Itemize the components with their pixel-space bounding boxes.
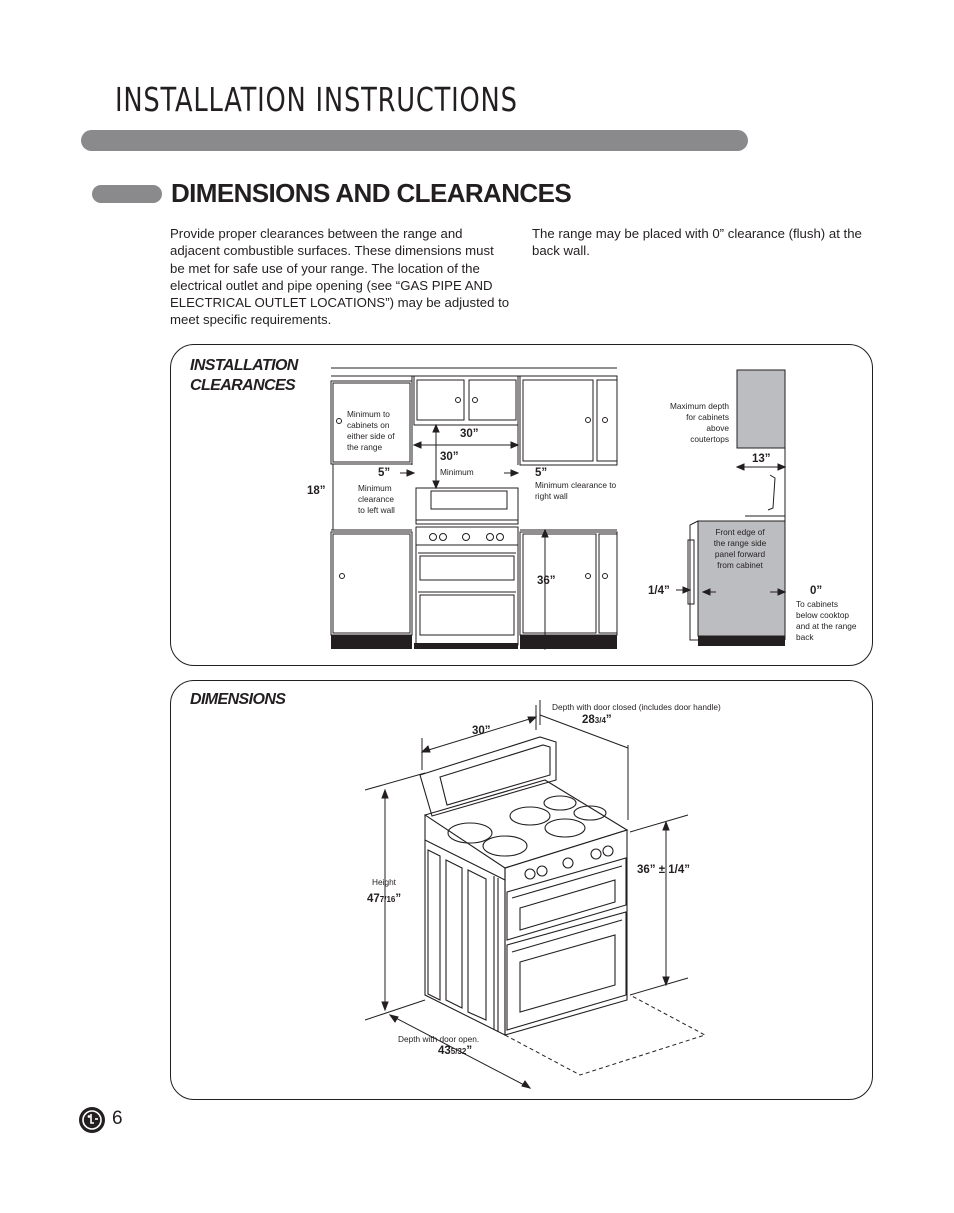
depth-open-label: Depth with door open. xyxy=(398,1034,480,1044)
page-number: 6 xyxy=(112,1108,123,1129)
front-edge-line: from cabinet xyxy=(717,560,763,570)
dim-5-left: 5” xyxy=(378,467,391,479)
depth-open-whole: 43 xyxy=(438,1045,451,1057)
clearances-heading-line2: CLEARANCES xyxy=(190,377,296,394)
depth-open-value xyxy=(438,1045,472,1057)
dim-zero: 0” xyxy=(810,585,823,597)
right-wall-line: right wall xyxy=(535,491,568,501)
dim-36: 36” xyxy=(537,575,556,587)
minimum-label: Minimum xyxy=(440,467,474,477)
height-frac: 7/16 xyxy=(379,895,396,904)
page-header-title: INSTALLATION INSTRUCTIONS xyxy=(115,80,518,119)
clearances-heading-line1: INSTALLATION xyxy=(190,357,298,374)
min-cabinets-line: cabinets on xyxy=(347,420,390,430)
lg-logo-icon xyxy=(79,1107,105,1133)
max-depth-line: coutertops xyxy=(690,434,729,444)
cabinets-below-line: To cabinets xyxy=(796,599,838,609)
cabinets-below-line: and at the range xyxy=(796,621,857,631)
intro-left-paragraph: Provide proper clearances between the range and adjacent combustible surfaces. These dimensions must be met for safe use of your range. The location of the electrical outlet and pipe opening (see “GAS PIPE AND ELECTRICAL OUTLET LOCATIONS”) may be adjusted to meet specific requirements. xyxy=(170,226,510,328)
left-wall-line: clearance xyxy=(358,494,394,504)
cooktop-height-value: 36” ± 1/4” xyxy=(637,864,690,876)
dim-30-minimum: 30” xyxy=(440,451,459,463)
depth-closed-label: Depth with door closed (includes door handle) xyxy=(552,702,721,712)
depth-closed-whole: 28 xyxy=(582,714,595,726)
left-wall-line: to left wall xyxy=(358,505,395,515)
min-cabinets-line: Minimum to xyxy=(347,409,390,419)
intro-right-paragraph: The range may be placed with 0” clearance (flush) at the back wall. xyxy=(532,226,862,259)
max-depth-line: for cabinets xyxy=(686,412,729,422)
front-edge-line: Front edge of xyxy=(715,527,765,537)
dim-quarter-inch: 1/4” xyxy=(648,585,670,597)
left-wall-line: Minimum xyxy=(358,483,392,493)
dim-13: 13” xyxy=(752,453,771,465)
front-edge-line: panel forward xyxy=(714,549,766,559)
depth-closed-value xyxy=(582,714,612,726)
dim-30-top: 30” xyxy=(460,428,479,440)
front-edge-line: the range side xyxy=(713,538,767,548)
depth-closed-unit: ” xyxy=(605,714,612,726)
max-depth-line: Maximum depth xyxy=(669,401,729,411)
dim-5-right: 5” xyxy=(535,467,548,479)
height-unit: ” xyxy=(395,893,402,905)
section-title: DIMENSIONS AND CLEARANCES xyxy=(171,178,572,208)
dim-18: 18” xyxy=(307,485,326,497)
depth-closed-frac: 3/4 xyxy=(594,716,606,725)
height-whole: 47 xyxy=(367,893,380,905)
cabinets-below-line: back xyxy=(796,632,814,642)
min-cabinets-line: either side of xyxy=(347,431,395,441)
cabinets-below-line: below cooktop xyxy=(796,610,850,620)
height-label: Height xyxy=(372,877,396,887)
depth-open-frac: 5/32 xyxy=(450,1047,467,1056)
width-label: 30” xyxy=(472,725,491,737)
height-value xyxy=(367,893,401,905)
min-cabinets-line: the range xyxy=(347,442,383,452)
right-wall-line: Minimum clearance to xyxy=(535,480,617,490)
max-depth-line: above xyxy=(706,423,729,433)
depth-open-unit: ” xyxy=(466,1045,473,1057)
dimensions-heading: DIMENSIONS xyxy=(190,691,286,708)
